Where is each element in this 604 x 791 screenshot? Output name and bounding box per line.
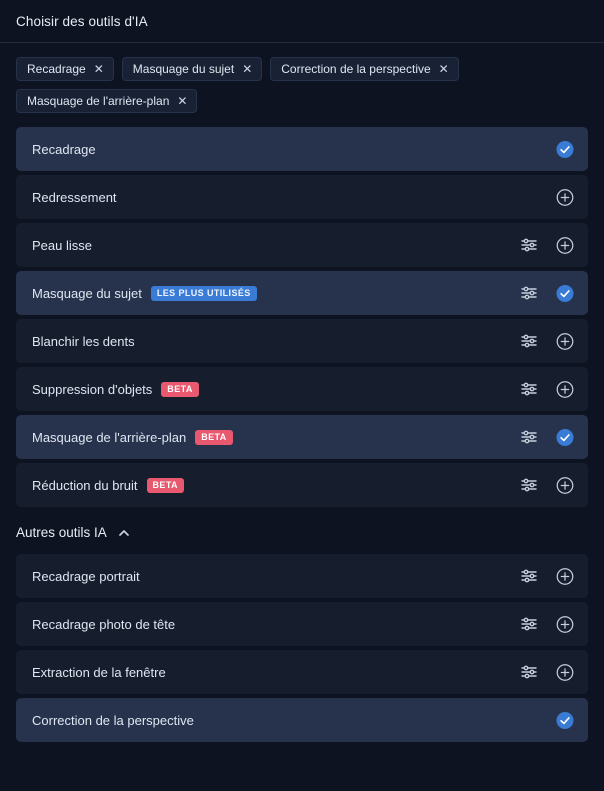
tool-row-left (32, 713, 556, 728)
tool-chip-label: Correction de la perspective (281, 62, 431, 76)
beta-badge: BETA (147, 478, 184, 493)
tool-row-left (32, 478, 520, 493)
tool-row-actions (520, 332, 574, 350)
tool-chip[interactable] (122, 57, 262, 81)
tool-chip-label: Masquage de l'arrière-plan (27, 94, 170, 108)
tool-row[interactable] (16, 223, 588, 267)
tool-row-label: Extraction de la fenêtre (32, 664, 166, 680)
tool-row-actions (556, 711, 574, 729)
tool-row-actions (520, 380, 574, 398)
sliders-icon[interactable] (520, 615, 538, 633)
tool-chip[interactable] (270, 57, 458, 81)
tool-row[interactable] (16, 415, 588, 459)
tool-row-label: Réduction du bruit (32, 477, 138, 493)
tool-chip-label: Masquage du sujet (132, 62, 235, 76)
tool-row-left (32, 569, 520, 584)
sliders-icon[interactable] (520, 428, 538, 446)
tool-row[interactable] (16, 463, 588, 507)
tool-row-left (32, 334, 520, 349)
panel-filler (0, 742, 604, 791)
sliders-icon[interactable] (520, 332, 538, 350)
tool-row-actions (520, 615, 574, 633)
beta-badge: BETA (195, 430, 232, 445)
tool-row[interactable] (16, 698, 588, 742)
sliders-icon[interactable] (520, 476, 538, 494)
tool-row-left (32, 286, 520, 301)
tool-row-left (32, 430, 520, 445)
tool-row-left (32, 665, 520, 680)
tool-row-actions (520, 236, 574, 254)
tool-row-label: Blanchir les dents (32, 333, 135, 349)
plus-circle-icon[interactable] (556, 615, 574, 633)
tool-row[interactable] (16, 554, 588, 598)
tool-chip[interactable] (16, 57, 114, 81)
tool-row-left (32, 382, 520, 397)
plus-circle-icon[interactable] (556, 663, 574, 681)
other-tools-list (0, 550, 604, 742)
close-icon[interactable]: ✕ (177, 94, 188, 108)
tool-row-label: Peau lisse (32, 237, 92, 253)
other-tools-section-header[interactable] (0, 507, 604, 550)
tool-row[interactable] (16, 271, 588, 315)
plus-circle-icon[interactable] (556, 236, 574, 254)
page-title: Choisir des outils d'IA (16, 13, 148, 29)
tool-row-left (32, 142, 556, 157)
plus-circle-icon[interactable] (556, 332, 574, 350)
tool-row-label: Masquage du sujet (32, 285, 142, 301)
tool-row[interactable] (16, 650, 588, 694)
tool-row-label: Redressement (32, 189, 117, 205)
tool-row[interactable] (16, 602, 588, 646)
tool-row-actions (556, 140, 574, 158)
tool-row-label: Masquage de l'arrière-plan (32, 429, 187, 445)
tool-row-label: Recadrage portrait (32, 568, 140, 584)
close-icon[interactable]: ✕ (242, 62, 253, 76)
tool-chip[interactable] (16, 89, 197, 113)
check-circle-icon[interactable] (556, 140, 574, 158)
tool-row-actions (556, 188, 574, 206)
chevron-up-icon[interactable] (117, 526, 131, 540)
plus-circle-icon[interactable] (556, 567, 574, 585)
tool-row-actions (520, 663, 574, 681)
tool-row-actions (520, 476, 574, 494)
other-tools-title: Autres outils IA (16, 525, 107, 540)
close-icon[interactable]: ✕ (93, 62, 104, 76)
plus-circle-icon[interactable] (556, 476, 574, 494)
sliders-icon[interactable] (520, 567, 538, 585)
tool-row-actions (520, 428, 574, 446)
plus-circle-icon[interactable] (556, 380, 574, 398)
tool-row-label: Suppression d'objets (32, 381, 153, 397)
check-circle-icon[interactable] (556, 428, 574, 446)
check-circle-icon[interactable] (556, 284, 574, 302)
sliders-icon[interactable] (520, 380, 538, 398)
tool-row[interactable] (16, 319, 588, 363)
close-icon[interactable]: ✕ (438, 62, 449, 76)
popular-badge: LES PLUS UTILISÉS (151, 286, 257, 301)
plus-circle-icon[interactable] (556, 188, 574, 206)
selected-tool-chips (0, 43, 604, 123)
tool-row[interactable] (16, 367, 588, 411)
tool-row-left (32, 238, 520, 253)
tool-row-left (32, 190, 556, 205)
sliders-icon[interactable] (520, 236, 538, 254)
tool-row-label: Recadrage (32, 141, 96, 157)
tool-row-label: Recadrage photo de tête (32, 616, 176, 632)
sliders-icon[interactable] (520, 284, 538, 302)
beta-badge: BETA (161, 382, 198, 397)
tool-row-actions (520, 567, 574, 585)
panel-header (0, 0, 604, 43)
tool-row-actions (520, 284, 574, 302)
main-tools-list (0, 123, 604, 507)
tool-row[interactable] (16, 175, 588, 219)
sliders-icon[interactable] (520, 663, 538, 681)
tool-chip-label: Recadrage (27, 62, 86, 76)
tool-row[interactable] (16, 127, 588, 171)
check-circle-icon[interactable] (556, 711, 574, 729)
tool-row-label: Correction de la perspective (32, 712, 194, 728)
tool-row-left (32, 617, 520, 632)
